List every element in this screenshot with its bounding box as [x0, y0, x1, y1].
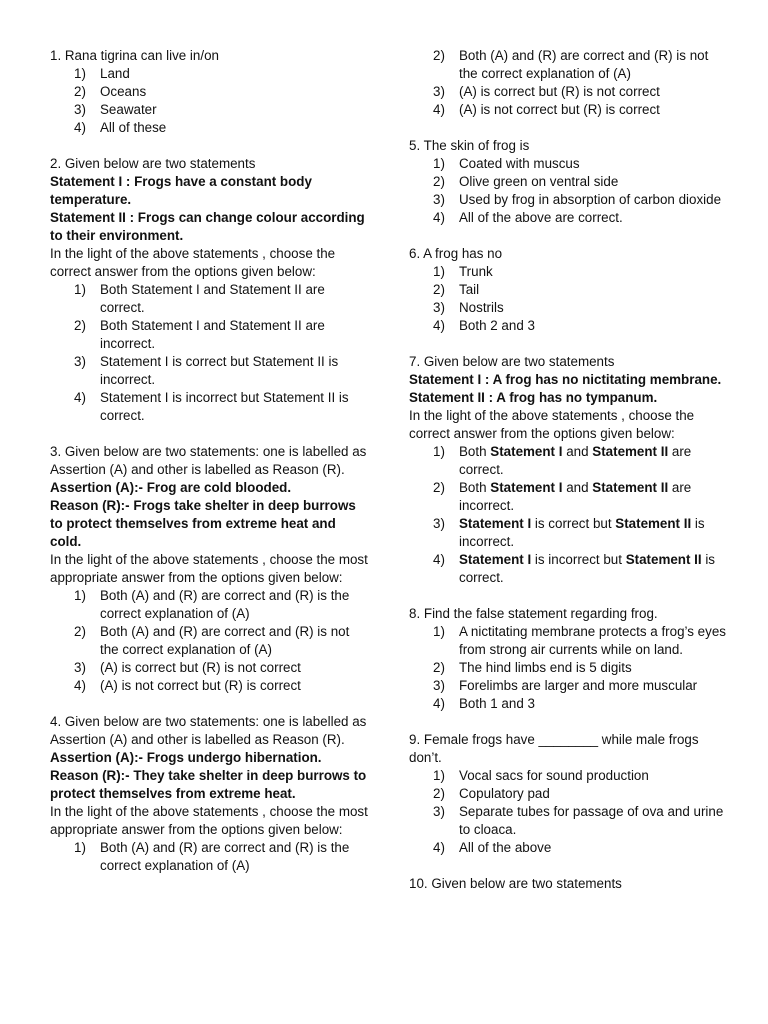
statement-1: Statement I : Frogs have a constant body temperature. [50, 174, 312, 207]
option-text: Statement I is correct but Statement II is incorrect. [459, 516, 705, 549]
option-item [50, 281, 368, 317]
option-text: Both (A) and (R) are correct and (R) is not the correct explanation of (A) [459, 48, 709, 81]
question-2 [50, 155, 368, 425]
option-number: 4) [74, 390, 86, 405]
option-number: 1) [433, 768, 445, 783]
option-list [409, 47, 727, 119]
option-text: Both Statement I and Statement II are correct. [100, 282, 325, 315]
option-number: 1) [74, 840, 86, 855]
option-item [409, 515, 727, 551]
option-number: 2) [74, 624, 86, 639]
left-column [50, 47, 368, 893]
assertion-text: Assertion (A):- Frogs undergo hibernation. [50, 750, 322, 765]
option-number: 1) [74, 282, 86, 297]
option-number: 4) [74, 678, 86, 693]
option-item [409, 191, 727, 209]
option-list [409, 263, 727, 335]
option-text: (A) is not correct but (R) is correct [100, 678, 301, 693]
option-number: 1) [74, 588, 86, 603]
question-text: 7. Given below are two statements [409, 354, 615, 369]
question-text: 5. The skin of frog is [409, 138, 530, 153]
option-text: Separate tubes for passage of ova and urine to cloaca. [459, 804, 724, 837]
question-4 [50, 713, 368, 875]
option-text: Nostrils [459, 300, 504, 315]
option-text: Both 1 and 3 [459, 696, 535, 711]
option-item [409, 551, 727, 587]
instruction-text: In the light of the above statements , choose the correct answer from the options given below: [409, 408, 695, 441]
option-number: 4) [433, 696, 445, 711]
option-item [409, 101, 727, 119]
option-item [50, 65, 368, 83]
option-number: 3) [433, 516, 445, 531]
option-text: All of the above [459, 840, 552, 855]
question-6 [409, 245, 727, 335]
option-number: 4) [433, 840, 445, 855]
option-text: Land [100, 66, 130, 81]
option-item [409, 695, 727, 713]
reason-text: Reason (R):- Frogs take shelter in deep burrows to protect themselves from extreme heat and cold. [50, 498, 356, 549]
option-number: 3) [74, 102, 86, 117]
option-item [50, 659, 368, 677]
option-number: 2) [433, 660, 445, 675]
assertion-text: Assertion (A):- Frog are cold blooded. [50, 480, 292, 495]
instruction-text: In the light of the above statements , choose the most appropriate answer from the options given below: [50, 804, 368, 837]
option-number: 3) [74, 660, 86, 675]
option-text: Tail [459, 282, 480, 297]
option-item [50, 101, 368, 119]
option-number: 4) [433, 552, 445, 567]
option-number: 3) [433, 678, 445, 693]
option-item [409, 209, 727, 227]
option-text: All of these [100, 120, 167, 135]
question-text: 8. Find the false statement regarding frog. [409, 606, 658, 621]
option-item [50, 353, 368, 389]
option-item [409, 443, 727, 479]
option-item [409, 47, 727, 83]
option-list [50, 65, 368, 137]
question-7 [409, 353, 727, 587]
option-item [50, 83, 368, 101]
option-text: Both (A) and (R) are correct and (R) is the correct explanation of (A) [100, 588, 350, 621]
option-text: (A) is not correct but (R) is correct [459, 102, 660, 117]
option-list [50, 587, 368, 695]
option-number: 2) [74, 318, 86, 333]
option-number: 1) [433, 264, 445, 279]
question-4-continued [409, 47, 727, 119]
option-item [50, 623, 368, 659]
option-number: 2) [433, 174, 445, 189]
option-text: All of the above are correct. [459, 210, 623, 225]
option-number: 4) [74, 120, 86, 135]
option-text: Coated with muscus [459, 156, 580, 171]
reason-text: Reason (R):- They take shelter in deep burrows to protect themselves from extreme heat. [50, 768, 367, 801]
question-3 [50, 443, 368, 695]
option-item [409, 155, 727, 173]
question-text: 10. Given below are two statements [409, 876, 622, 891]
option-item [50, 839, 368, 875]
option-text: Seawater [100, 102, 157, 117]
option-list [409, 767, 727, 857]
option-text: Used by frog in absorption of carbon dioxide [459, 192, 722, 207]
option-number: 3) [433, 804, 445, 819]
option-item [50, 317, 368, 353]
option-text: Both Statement I and Statement II are correct. [459, 444, 692, 477]
option-number: 1) [433, 444, 445, 459]
option-item [409, 299, 727, 317]
option-item [409, 785, 727, 803]
statement-2: Statement II : A frog has no tympanum. [409, 390, 658, 405]
question-text: 9. Female frogs have ________ while male frogs don’t. [409, 732, 699, 765]
instruction-text: In the light of the above statements , choose the most appropriate answer from the options given below: [50, 552, 368, 585]
option-item [50, 587, 368, 623]
option-item [409, 263, 727, 281]
question-5 [409, 137, 727, 227]
option-text: Both Statement I and Statement II are incorrect. [459, 480, 692, 513]
option-text: (A) is correct but (R) is not correct [459, 84, 660, 99]
option-text: Both (A) and (R) are correct and (R) is the correct explanation of (A) [100, 840, 350, 873]
option-number: 3) [433, 300, 445, 315]
option-list [50, 839, 368, 875]
option-list [409, 155, 727, 227]
option-number: 3) [433, 192, 445, 207]
option-number: 4) [433, 318, 445, 333]
option-item [409, 767, 727, 785]
option-number: 1) [433, 624, 445, 639]
question-8 [409, 605, 727, 713]
option-list [50, 281, 368, 425]
option-item [409, 839, 727, 857]
question-text: 2. Given below are two statements [50, 156, 256, 171]
option-number: 4) [433, 102, 445, 117]
option-text: A nictitating membrane protects a frog’s eyes from strong air currents while on land. [459, 624, 726, 657]
option-number: 2) [433, 786, 445, 801]
option-text: Statement I is correct but Statement II is incorrect. [100, 354, 339, 387]
option-list [409, 623, 727, 713]
option-list [409, 443, 727, 587]
option-text: Both 2 and 3 [459, 318, 535, 333]
right-column [409, 47, 727, 911]
question-text: 1. Rana tigrina can live in/on [50, 48, 219, 63]
question-9 [409, 731, 727, 857]
question-text: 4. Given below are two statements: one is labelled as Assertion (A) and other is labelled as Reason (R). [50, 714, 367, 747]
option-item [409, 623, 727, 659]
option-number: 3) [74, 354, 86, 369]
option-text: Statement I is incorrect but Statement II is correct. [459, 552, 716, 585]
option-text: Vocal sacs for sound production [459, 768, 649, 783]
question-text: 6. A frog has no [409, 246, 503, 261]
option-number: 1) [433, 156, 445, 171]
option-text: (A) is correct but (R) is not correct [100, 660, 301, 675]
option-text: Oceans [100, 84, 147, 99]
option-item [409, 317, 727, 335]
question-1 [50, 47, 368, 137]
option-item [50, 389, 368, 425]
statement-1: Statement I : A frog has no nictitating membrane. [409, 372, 722, 387]
option-text: Trunk [459, 264, 493, 279]
option-number: 2) [74, 84, 86, 99]
option-item [409, 803, 727, 839]
option-item [409, 173, 727, 191]
option-item [409, 281, 727, 299]
option-text: Both Statement I and Statement II are incorrect. [100, 318, 325, 351]
option-item [50, 677, 368, 695]
option-text: Forelimbs are larger and more muscular [459, 678, 698, 693]
option-text: Olive green on ventral side [459, 174, 619, 189]
option-number: 1) [74, 66, 86, 81]
option-item [50, 119, 368, 137]
question-text: 3. Given below are two statements: one is labelled as Assertion (A) and other is labelled as Reason (R). [50, 444, 367, 477]
option-number: 3) [433, 84, 445, 99]
instruction-text: In the light of the above statements , choose the correct answer from the options given below: [50, 246, 336, 279]
question-10 [409, 875, 727, 893]
option-number: 2) [433, 282, 445, 297]
option-item [409, 659, 727, 677]
option-text: Copulatory pad [459, 786, 550, 801]
option-text: The hind limbs end is 5 digits [459, 660, 632, 675]
option-number: 4) [433, 210, 445, 225]
option-text: Statement I is incorrect but Statement II is correct. [100, 390, 349, 423]
option-number: 2) [433, 48, 445, 63]
option-number: 2) [433, 480, 445, 495]
option-item [409, 479, 727, 515]
option-item [409, 677, 727, 695]
statement-2: Statement II : Frogs can change colour according to their environment. [50, 210, 365, 243]
option-item [409, 83, 727, 101]
option-text: Both (A) and (R) are correct and (R) is not the correct explanation of (A) [100, 624, 350, 657]
